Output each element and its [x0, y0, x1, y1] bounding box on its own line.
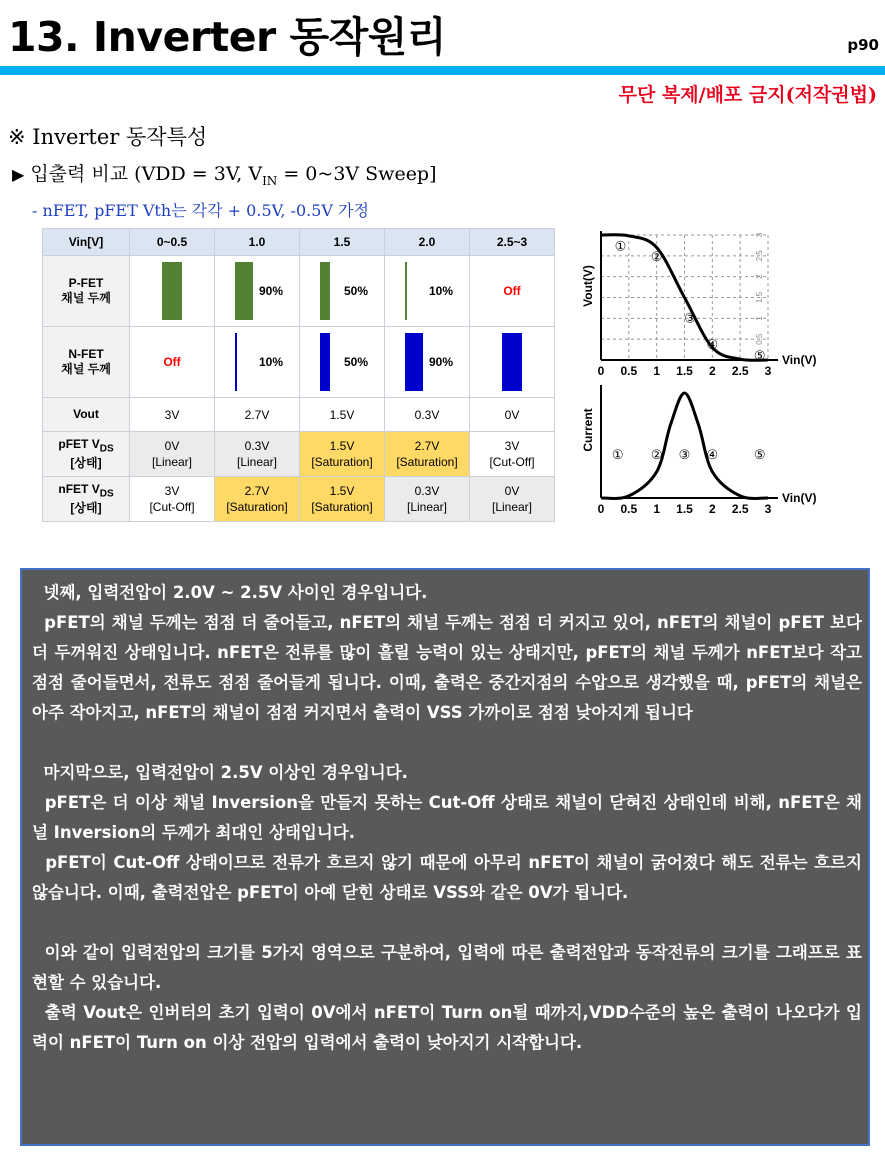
nfet-vds-cell — [385, 477, 470, 522]
vds-value: 2.7V — [414, 439, 440, 453]
nfet-vds-cell — [215, 477, 300, 522]
paragraph-text: 출력 Vout은 인버터의 초기 입력이 0V에서 nFET이 Turn on될 때까지,VDD수준의 높은 출력이 나오다가 입력이 nFET이 Turn on 이상 전압의 입력에서 출력이 낮아지기 시작합니다. — [32, 1003, 862, 1052]
vds-value: 2.7V — [244, 484, 270, 498]
spacer — [32, 908, 862, 938]
column-header: 1.5 — [300, 229, 385, 256]
vds-value: 0.3V — [244, 439, 270, 453]
column-header: Vin[V] — [43, 229, 130, 256]
operation-table — [42, 228, 555, 522]
x-tick-label: 1 — [653, 364, 661, 378]
paragraph-text: pFET이 Cut-Off 상태이므로 전류가 흐르지 않기 때문에 아무리 nFET이 채널이 굵어졌다 해도 전류는 흐르지 않습니다. 이때, 출력전압은 pFET이 아예 닫힌 상태로 VSS와 같은 0V가 됩니다. — [32, 853, 862, 902]
x-tick-label: 2 — [708, 364, 716, 378]
x-tick-label: 0 — [597, 502, 605, 516]
row-header — [43, 256, 130, 327]
pfet-channel-cell — [130, 256, 215, 327]
nfet-channel-cell — [470, 327, 555, 398]
nfet-vds-cell — [300, 477, 385, 522]
page-title: 13. Inverter 동작원리 — [8, 13, 446, 61]
vds-state: [Linear] — [406, 500, 448, 514]
row-header-line: [상태] — [70, 501, 102, 516]
paragraph — [32, 578, 862, 608]
pfet-channel-bar — [405, 262, 407, 320]
explanation-panel — [20, 568, 870, 1146]
copyright-notice: 무단 복제/배포 금지(저작권법) — [618, 84, 877, 106]
vds-value: 0.3V — [414, 484, 440, 498]
paragraph — [32, 788, 862, 848]
section-heading: ※ Inverter 동작특성 — [8, 125, 208, 149]
x-tick-label: 1.5 — [676, 364, 693, 378]
vds-value: 1.5V — [329, 484, 355, 498]
row-header-line: pFET V — [58, 436, 100, 451]
vds-state: [Linear] — [491, 500, 533, 514]
table-header-row — [43, 229, 555, 256]
x-tick-label: 1 — [653, 502, 661, 516]
x-axis-label: Vin(V) — [782, 353, 817, 367]
vds-value: 3V — [164, 484, 180, 498]
pfet-channel-bar — [162, 262, 182, 320]
x-tick-label: 3 — [764, 364, 772, 378]
pfet-channel-bar — [320, 262, 330, 320]
explanation-text — [32, 578, 862, 1058]
vout-cell: 2.7V — [215, 398, 300, 432]
vout-chart — [581, 231, 816, 378]
paragraph — [32, 998, 862, 1058]
paragraph — [32, 848, 862, 908]
triangle-bullet-icon: ▶ — [12, 165, 25, 184]
x-tick-label: 3 — [764, 502, 772, 516]
row-header-line: 채널 두께 — [61, 291, 111, 305]
y-tick-label: 0.5 — [755, 333, 764, 345]
nfet-channel-bar — [320, 333, 330, 391]
current-curve — [601, 393, 768, 498]
vout-cell: 0V — [470, 398, 555, 432]
vds-value: 3V — [504, 439, 520, 453]
header-rule — [0, 66, 885, 75]
nfet-channel-cell — [215, 327, 300, 398]
vds-value: 0V — [164, 439, 180, 453]
pfet-channel-label: 10% — [429, 284, 454, 298]
nfet-channel-cell — [300, 327, 385, 398]
pfet-vds-cell — [130, 432, 215, 477]
vds-value: 1.5V — [329, 439, 355, 453]
vout-cell: 3V — [130, 398, 215, 432]
pfet-channel-label: 90% — [259, 284, 284, 298]
nfet-vds-cell — [470, 477, 555, 522]
nfet-channel-label: 50% — [344, 355, 369, 369]
row-header-subscript: DS — [99, 488, 114, 500]
region-marker: ② — [650, 447, 663, 462]
pfet-channel-label: 50% — [344, 284, 369, 298]
vds-state: [Cut-Off] — [149, 500, 195, 514]
nfet-vds-cell — [130, 477, 215, 522]
region-marker: ① — [614, 238, 627, 254]
region-marker: ① — [611, 447, 624, 462]
vds-state: [Saturation] — [396, 455, 458, 469]
nfet-channel-label: 10% — [259, 355, 284, 369]
table-row-pfet-vds — [43, 432, 555, 477]
nfet-channel-cell — [130, 327, 215, 398]
pfet-channel-bar — [235, 262, 253, 320]
current-chart — [581, 385, 816, 516]
paragraph-text: pFET은 더 이상 채널 Inversion을 만들지 못하는 Cut-Off 상태로 채널이 닫혀진 상태인데 비해, nFET은 채널 Inversion의 두께가 최대인 상태입니다. — [32, 793, 862, 842]
table-row-vout — [43, 398, 555, 432]
paragraph-text: 마지막으로, 입력전압이 2.5V 이상인 경우입니다. — [43, 763, 408, 782]
row-header-line: [상태] — [70, 456, 102, 471]
region-marker: ② — [650, 248, 663, 264]
table-row-nfet-vds — [43, 477, 555, 522]
vout-cell: 1.5V — [300, 398, 385, 432]
paragraph-text: 이와 같이 입력전압의 크기를 5가지 영역으로 구분하여, 입력에 따른 출력전압과 동작전류의 크기를 그래프로 표현할 수 있습니다. — [32, 943, 862, 992]
x-tick-label: 2 — [708, 502, 716, 516]
nfet-channel-bar — [502, 333, 522, 391]
x-axis-label: Vin(V) — [782, 491, 817, 505]
row-header: Vout — [43, 398, 130, 432]
row-header — [43, 432, 130, 477]
x-tick-label: 0.5 — [620, 364, 638, 378]
paragraph — [32, 938, 862, 998]
pfet-vds-cell — [215, 432, 300, 477]
table-row-pfet-channel — [43, 256, 555, 327]
nfet-channel-bar — [405, 333, 423, 391]
subsection-text-post: = 0~3V Sweep] — [277, 163, 437, 185]
transfer-curve-charts — [581, 220, 824, 520]
x-tick-label: 2.5 — [731, 502, 749, 516]
region-marker: ③ — [678, 447, 691, 462]
y-tick-label: 1.5 — [755, 291, 764, 304]
table-row-nfet-channel — [43, 327, 555, 398]
y-tick-label: 1 — [755, 316, 764, 321]
nfet-channel-cell — [385, 327, 470, 398]
region-marker: ⑤ — [753, 348, 766, 363]
row-header-subscript: DS — [99, 443, 114, 455]
x-tick-label: 2.5 — [731, 364, 749, 378]
subsection-subscript: IN — [262, 173, 278, 188]
x-tick-label: 0 — [597, 364, 605, 378]
region-marker: ③ — [684, 310, 696, 326]
pfet-vds-cell — [300, 432, 385, 477]
row-header-line: 채널 두께 — [61, 362, 111, 376]
vds-state: [Saturation] — [311, 455, 373, 469]
column-header: 1.0 — [215, 229, 300, 256]
paragraph — [32, 608, 862, 728]
pfet-vds-cell — [385, 432, 470, 477]
row-header — [43, 327, 130, 398]
y-tick-label: 3 — [755, 232, 764, 238]
y-tick-label: 2 — [755, 274, 764, 279]
vds-state: [Linear] — [151, 455, 193, 469]
region-marker: ⑤ — [753, 447, 766, 462]
nfet-off-label: Off — [163, 355, 181, 369]
nfet-channel-bar — [235, 333, 237, 391]
region-marker: ④ — [706, 337, 719, 353]
x-tick-label: 0.5 — [620, 502, 638, 516]
pfet-channel-cell — [215, 256, 300, 327]
pfet-vds-cell — [470, 432, 555, 477]
paragraph — [32, 758, 862, 788]
row-header-line: P-FET — [68, 276, 104, 290]
pfet-channel-cell — [385, 256, 470, 327]
x-tick-label: 1.5 — [676, 502, 693, 516]
nfet-channel-label: 90% — [429, 355, 454, 369]
vds-value: 0V — [504, 484, 520, 498]
vds-state: [Linear] — [236, 455, 278, 469]
y-axis-label: Current — [581, 408, 595, 452]
vout-cell: 0.3V — [385, 398, 470, 432]
vds-state: [Saturation] — [311, 500, 373, 514]
subsection-text-pre: 입출력 비교 (VDD = 3V, V — [30, 163, 263, 185]
vth-assumption-note: - nFET, pFET Vth는 각각 + 0.5V, -0.5V 가정 — [32, 201, 369, 220]
y-tick-label: 2.5 — [755, 250, 764, 262]
column-header: 2.0 — [385, 229, 470, 256]
vds-state: [Saturation] — [226, 500, 288, 514]
row-header — [43, 477, 130, 522]
spacer — [32, 728, 862, 758]
vds-state: [Cut-Off] — [489, 455, 535, 469]
row-header-line: nFET V — [58, 481, 100, 496]
page-number: p90 — [847, 36, 879, 54]
pfet-channel-cell — [300, 256, 385, 327]
paragraph-text: pFET의 채널 두께는 점점 더 줄어들고, nFET의 채널 두께는 점점 더 커지고 있어, nFET의 채널이 pFET 보다 더 두꺼워진 상태입니다. nFET은 전류를 많이 흘릴 능력이 있는 상태지만, pFET의 채널 두께가 nFET보다 작고 점점 줄어들면서, 전류도 점점 줄어들게 됩니다. 이때, 출력은 중간지점의 수압으로 생각했을 때, pFET의 채널은 아주 작아지고, nFET의 채널이 점점 커지면서 출력이 VSS 가까이로 점점 낮아지게 됩니다 — [32, 613, 862, 722]
region-marker: ④ — [706, 447, 719, 462]
pfet-off-label: Off — [503, 284, 521, 298]
row-header-line: N-FET — [68, 347, 104, 361]
pfet-channel-cell — [470, 256, 555, 327]
subsection-heading — [12, 159, 437, 188]
paragraph-text: 넷째, 입력전압이 2.0V ~ 2.5V 사이인 경우입니다. — [43, 583, 428, 602]
column-header: 0~0.5 — [130, 229, 215, 256]
column-header: 2.5~3 — [470, 229, 555, 256]
y-axis-label: Vout(V) — [581, 265, 595, 307]
